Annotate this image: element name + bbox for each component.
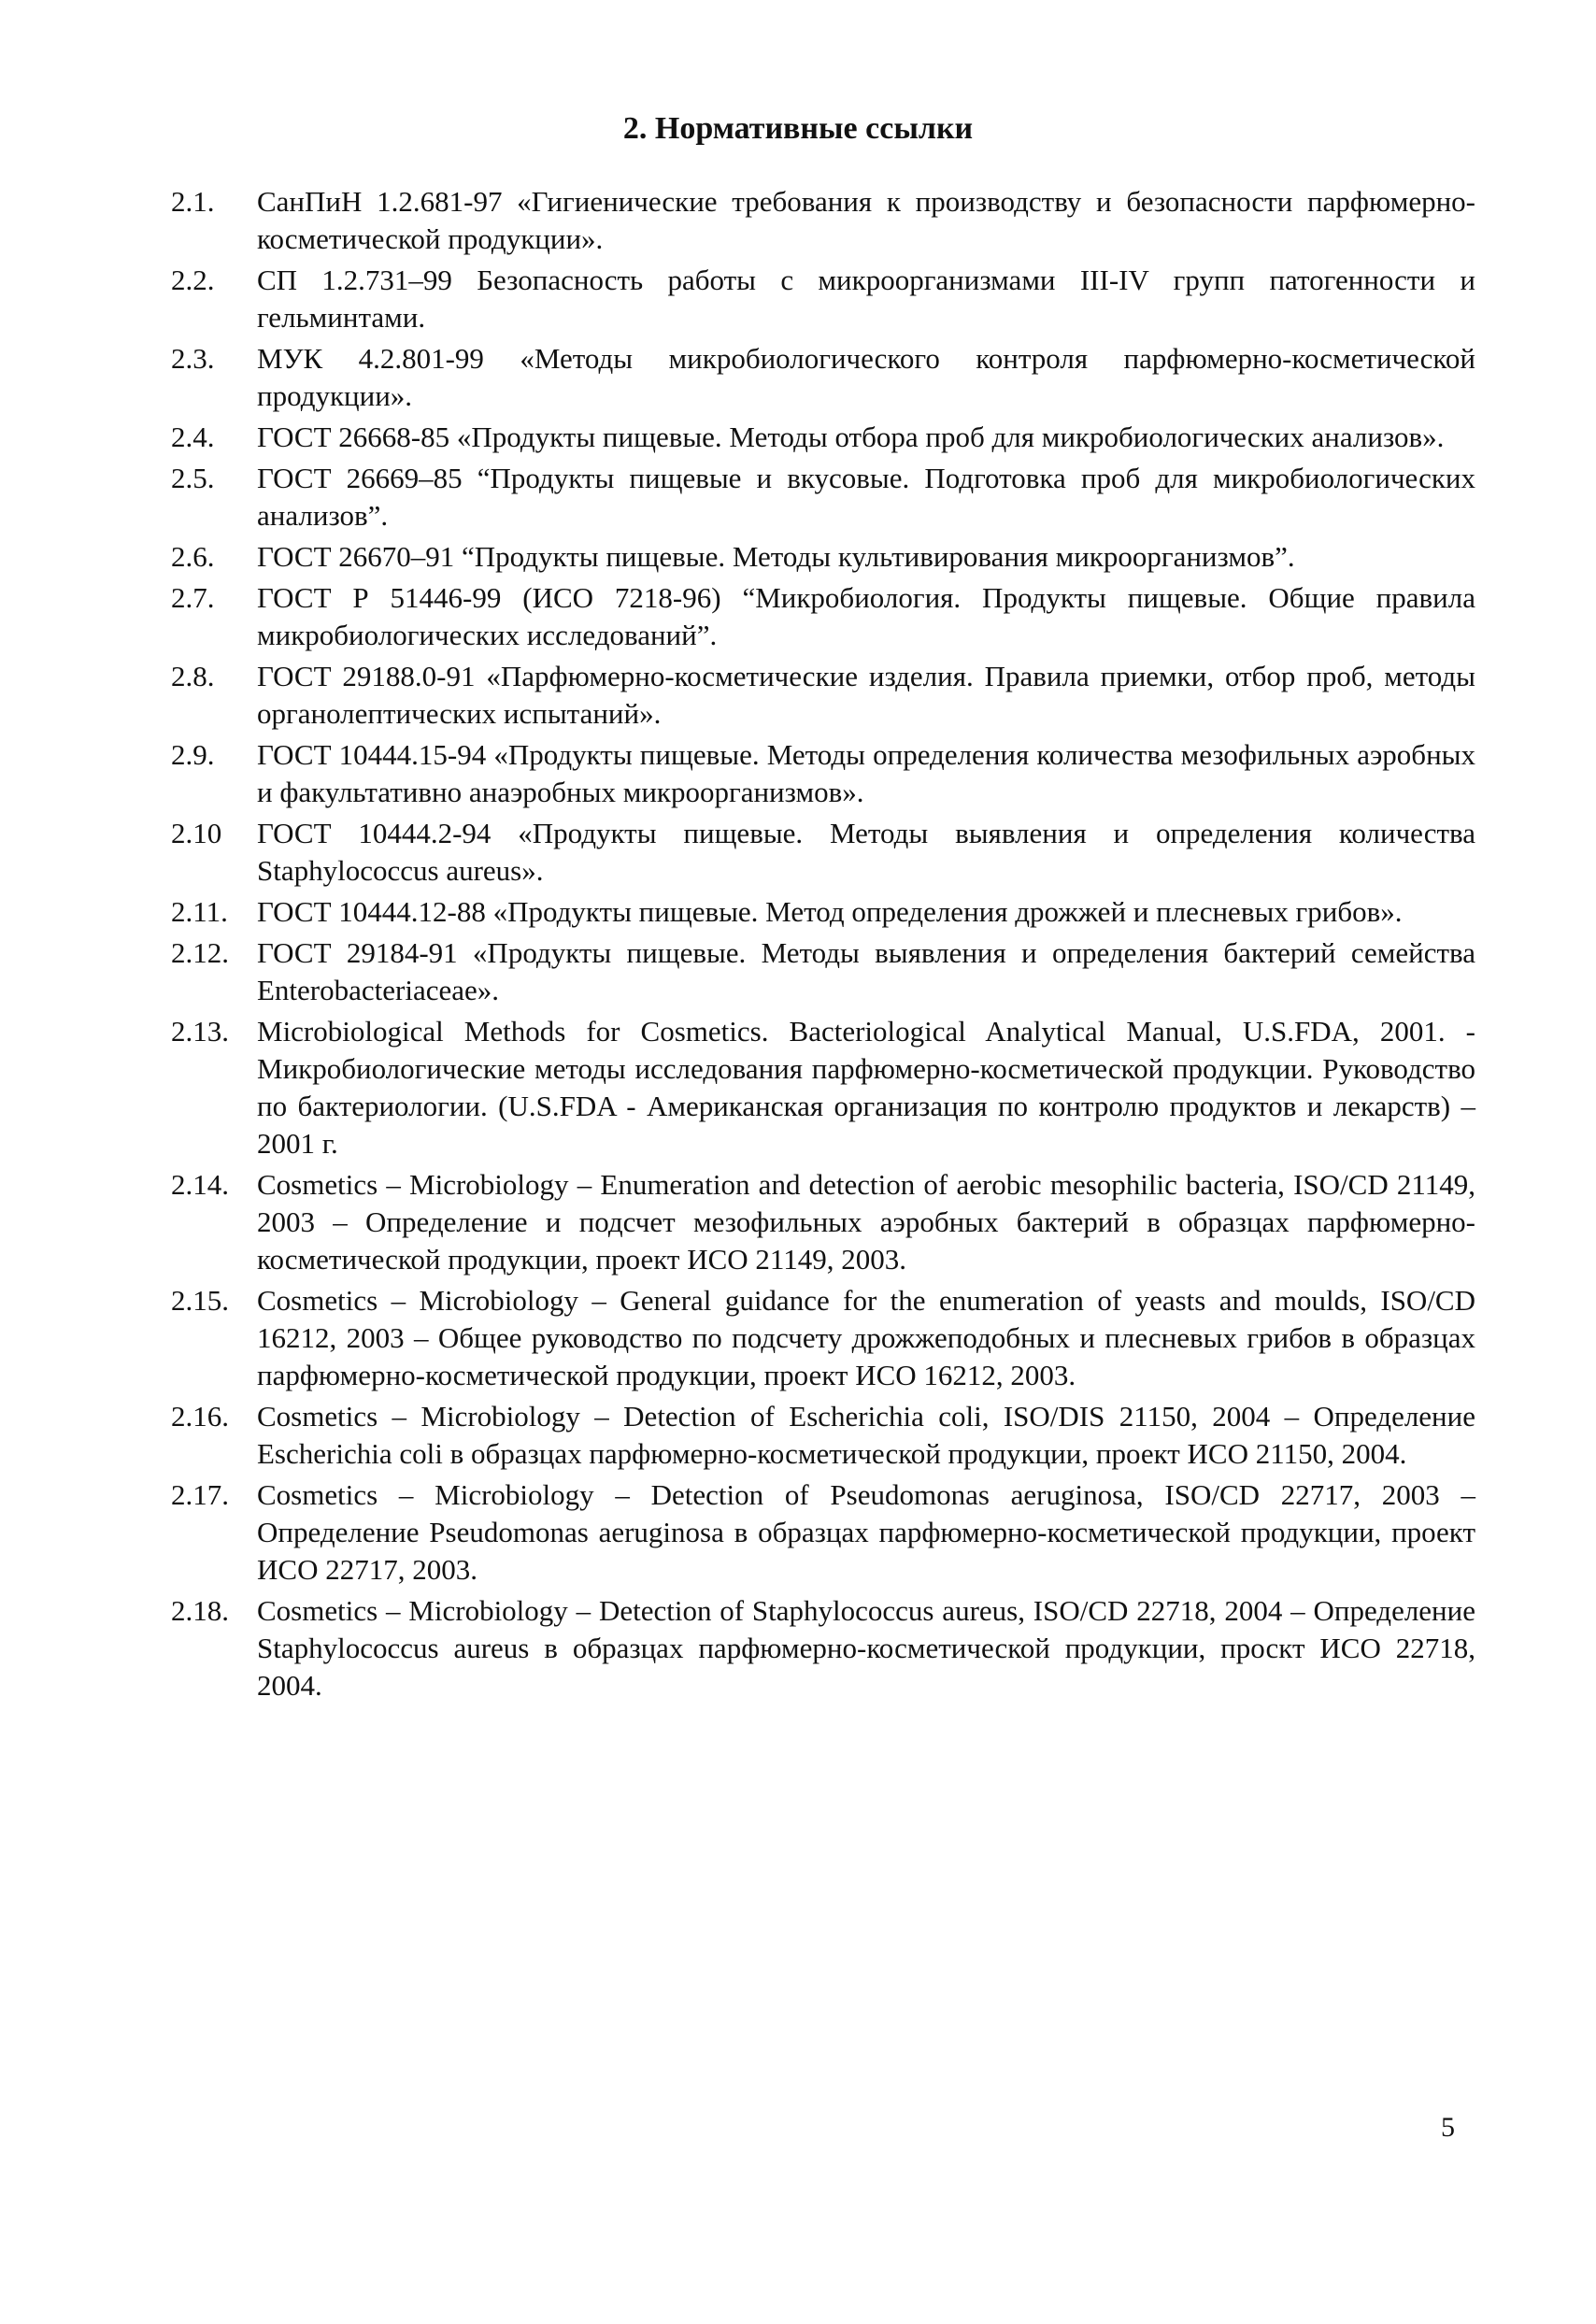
reference-text: Cosmetics – Microbiology – Detection of Pseudomonas aeruginosa, ISO/CD 22717, 2003 – Определение Pseudomonas aeruginosa в образцах парфюмерно-косметической продукции, проект ИСО 22717, 2003. <box>257 1478 1475 1586</box>
reference-item <box>171 340 1475 415</box>
reference-text: Cosmetics – Microbiology – Enumeration and detection of aerobic mesophilic bacteria, ISO/CD 21149, 2003 – Определение и подсчет мезофильных аэробных бактерий в образцах парфюмерно-косметической продукции, проект ИСО 21149, 2003. <box>257 1168 1475 1276</box>
reference-number: 2.3. <box>171 342 215 375</box>
reference-number: 2.13. <box>171 1015 229 1048</box>
reference-item <box>171 893 1475 931</box>
reference-item <box>171 460 1475 535</box>
reference-item <box>171 1592 1475 1704</box>
reference-item <box>171 1282 1475 1394</box>
reference-text: Cosmetics – Microbiology – General guidance for the enumeration of yeasts and moulds, ISO/CD 16212, 2003 – Общее руководство по подсчету дрожжеподобных и плесневых грибов в образцах парфюмерно-косметической продукции, проект ИСО 16212, 2003. <box>257 1284 1475 1391</box>
reference-text: ГОСТ 26670–91 “Продукты пищевые. Методы культивирования микроорганизмов”. <box>257 540 1295 573</box>
reference-number: 2.17. <box>171 1478 229 1511</box>
reference-item <box>171 1166 1475 1278</box>
reference-text: Microbiological Methods for Cosmetics. Bacteriological Analytical Manual, U.S.FDA, 2001. - Микробиологические методы исследования парфюмерно-косметической продукции. Руководство по бактериологии. (U.S.FDA - Американская организация по контролю продуктов и лекарств) – 2001 г. <box>257 1015 1475 1160</box>
reference-item <box>171 1013 1475 1162</box>
reference-number: 2.8. <box>171 660 215 692</box>
reference-number: 2.10 <box>171 817 222 849</box>
reference-text: СП 1.2.731–99 Безопасность работы с микроорганизмами III-IV групп патогенности и гельминтами. <box>257 264 1475 334</box>
reference-number: 2.7. <box>171 581 215 614</box>
reference-text: ГОСТ 29184-91 «Продукты пищевые. Методы выявления и определения бактерий семейства Enterobacteriaceae». <box>257 936 1475 1006</box>
reference-number: 2.16. <box>171 1400 229 1433</box>
reference-text: Cosmetics – Microbiology – Detection of Escherichia coli, ISO/DIS 21150, 2004 – Определение Escherichia coli в образцах парфюмерно-косметической продукции, проект ИСО 21150, 2004. <box>257 1400 1475 1470</box>
reference-number: 2.5. <box>171 462 215 494</box>
reference-number: 2.4. <box>171 421 215 453</box>
reference-number: 2.11. <box>171 895 228 928</box>
reference-text: ГОСТ 10444.12-88 «Продукты пищевые. Метод определения дрожжей и плесневых грибов». <box>257 895 1403 928</box>
reference-number: 2.1. <box>171 185 215 218</box>
reference-text: МУК 4.2.801-99 «Методы микробиологического контроля парфюмерно-косметической продукции». <box>257 342 1475 412</box>
reference-number: 2.18. <box>171 1594 229 1627</box>
page-number: 5 <box>1441 2112 1455 2143</box>
references-list <box>171 183 1475 1708</box>
reference-item <box>171 658 1475 733</box>
reference-item <box>171 934 1475 1009</box>
reference-text: ГОСТ Р 51446-99 (ИСО 7218-96) “Микробиология. Продукты пищевые. Общие правила микробиологических исследований”. <box>257 581 1475 651</box>
reference-item <box>171 419 1475 456</box>
reference-text: СанПиН 1.2.681-97 «Гигиенические требования к производству и безопасности парфюмерно-косметической продукции». <box>257 185 1475 255</box>
reference-text: ГОСТ 26669–85 “Продукты пищевые и вкусовые. Подготовка проб для микробиологических анализов”. <box>257 462 1475 532</box>
reference-number: 2.2. <box>171 264 215 296</box>
reference-text: Cosmetics – Microbiology – Detection of Staphylococcus aureus, ISO/CD 22718, 2004 – Определение Staphylococcus aureus в образцах парфюмерно-косметической продукции, проскт ИСО 22718, 2004. <box>257 1594 1475 1702</box>
reference-item <box>171 1398 1475 1473</box>
reference-item <box>171 538 1475 576</box>
reference-item <box>171 183 1475 258</box>
reference-text: ГОСТ 29188.0-91 «Парфюмерно-косметические изделия. Правила приемки, отбор проб, методы органолептических испытаний». <box>257 660 1475 730</box>
reference-number: 2.14. <box>171 1168 229 1201</box>
reference-text: ГОСТ 26668-85 «Продукты пищевые. Методы отбора проб для микробиологических анализов». <box>257 421 1445 453</box>
reference-item <box>171 736 1475 811</box>
reference-item <box>171 262 1475 336</box>
reference-number: 2.15. <box>171 1284 229 1317</box>
reference-number: 2.6. <box>171 540 215 573</box>
reference-text: ГОСТ 10444.15-94 «Продукты пищевые. Методы определения количества мезофильных аэробных и факультативно анаэробных микроорганизмов». <box>257 738 1475 808</box>
reference-item <box>171 579 1475 654</box>
section-heading: 2. Нормативные ссылки <box>622 111 974 146</box>
reference-item <box>171 1476 1475 1589</box>
reference-number: 2.9. <box>171 738 215 771</box>
reference-item <box>171 815 1475 890</box>
reference-number: 2.12. <box>171 936 229 969</box>
reference-text: ГОСТ 10444.2-94 «Продукты пищевые. Методы выявления и определения количества Staphylococcus aureus». <box>257 817 1475 887</box>
